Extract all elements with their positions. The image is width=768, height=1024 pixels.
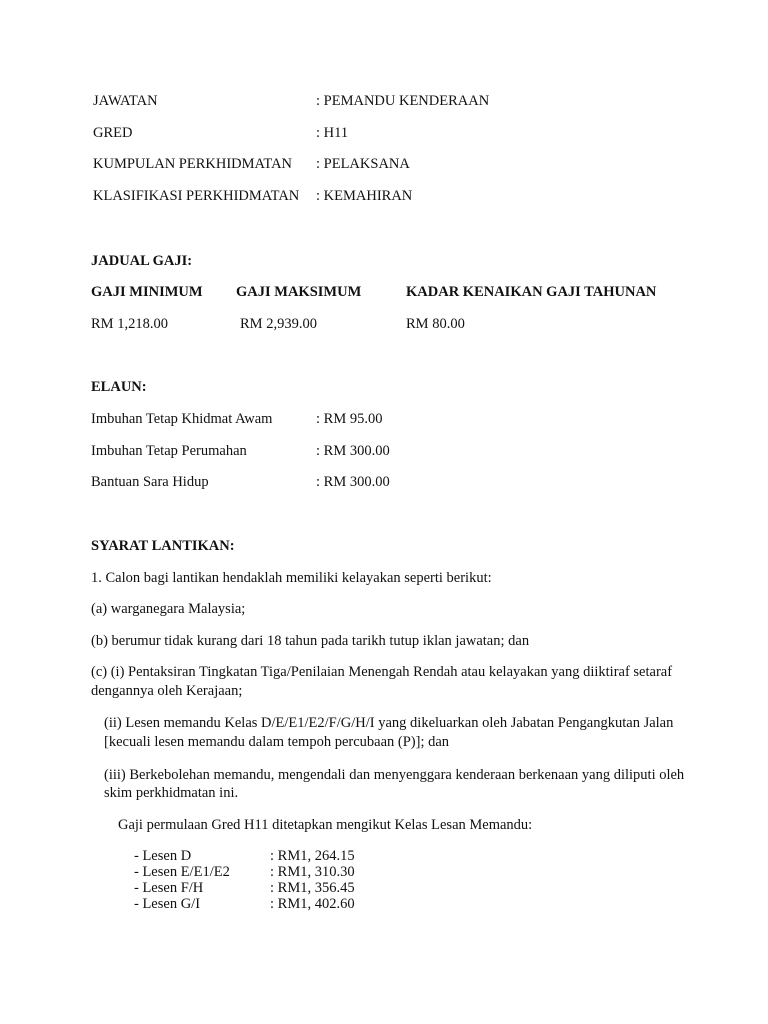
allowance-value: : RM 300.00 <box>316 443 390 459</box>
info-label-kumpulan: KUMPULAN PERKHIDMATAN <box>93 156 293 172</box>
salary-min-value: RM 1,218.00 <box>91 316 168 332</box>
info-label-jawatan: JAWATAN <box>93 93 158 109</box>
info-value-jawatan: : PEMANDU KENDERAAN <box>316 93 490 109</box>
requirements-heading: SYARAT LANTIKAN: <box>91 538 235 554</box>
allowance-value: : RM 95.00 <box>316 411 383 427</box>
salary-min-label: GAJI MINIMUM <box>91 284 203 300</box>
salary-increment-value: RM 80.00 <box>406 316 465 332</box>
salary-increment-label: KADAR KENAIKAN GAJI TAHUNAN <box>406 284 657 300</box>
licence-label: - Lesen G/I <box>134 896 201 912</box>
salary-heading: JADUAL GAJI: <box>91 253 193 269</box>
info-value-gred: : H11 <box>316 125 349 141</box>
salary-max-label: GAJI MAKSIMUM <box>236 284 362 300</box>
requirement-c-ii-line: [kecuali lesen memandu dalam tempoh percubaan (P)]; dan <box>104 734 450 750</box>
allowance-heading: ELAUN: <box>91 379 147 395</box>
info-label-klasifikasi: KLASIFIKASI PERKHIDMATAN <box>93 188 300 204</box>
allowance-value: : RM 300.00 <box>316 474 390 490</box>
requirement-c-line: dengannya oleh Kerajaan; <box>91 683 243 699</box>
info-label-gred: GRED <box>93 125 133 141</box>
licence-value: : RM1, 310.30 <box>270 864 355 880</box>
licence-value: : RM1, 402.60 <box>270 896 355 912</box>
starting-pay-note: Gaji permulaan Gred H11 ditetapkan mengikut Kelas Lesan Memandu: <box>118 817 533 833</box>
info-value-klasifikasi: : KEMAHIRAN <box>316 188 413 204</box>
requirement-c-iii-line: skim perkhidmatan ini. <box>104 785 239 801</box>
requirement-c-iii-line: (iii) Berkebolehan memandu, mengendali dan menyenggara kenderaan berkenaan yang diliputi oleh <box>104 767 685 783</box>
requirements-intro: 1. Calon bagi lantikan hendaklah memiliki kelayakan seperti berikut: <box>91 570 492 586</box>
requirement-c-line: (c) (i) Pentaksiran Tingkatan Tiga/Penilaian Menengah Rendah atau kelayakan yang diiktiraf setaraf <box>91 664 673 680</box>
licence-value: : RM1, 264.15 <box>270 848 355 864</box>
info-value-kumpulan: : PELAKSANA <box>316 156 410 172</box>
requirement-a: (a) warganegara Malaysia; <box>91 601 246 617</box>
licence-label: - Lesen E/E1/E2 <box>134 864 230 880</box>
requirement-c-ii-line: (ii) Lesen memandu Kelas D/E/E1/E2/F/G/H/I yang dikeluarkan oleh Jabatan Pengangkutan Jalan <box>104 715 674 731</box>
licence-value: : RM1, 356.45 <box>270 880 355 896</box>
licence-label: - Lesen F/H <box>134 880 204 896</box>
allowance-label: Bantuan Sara Hidup <box>91 474 209 490</box>
licence-label: - Lesen D <box>134 848 192 864</box>
allowance-label: Imbuhan Tetap Khidmat Awam <box>91 411 273 427</box>
allowance-label: Imbuhan Tetap Perumahan <box>91 443 247 459</box>
requirement-b: (b) berumur tidak kurang dari 18 tahun pada tarikh tutup iklan jawatan; dan <box>91 633 530 649</box>
salary-max-value: RM 2,939.00 <box>240 316 317 332</box>
